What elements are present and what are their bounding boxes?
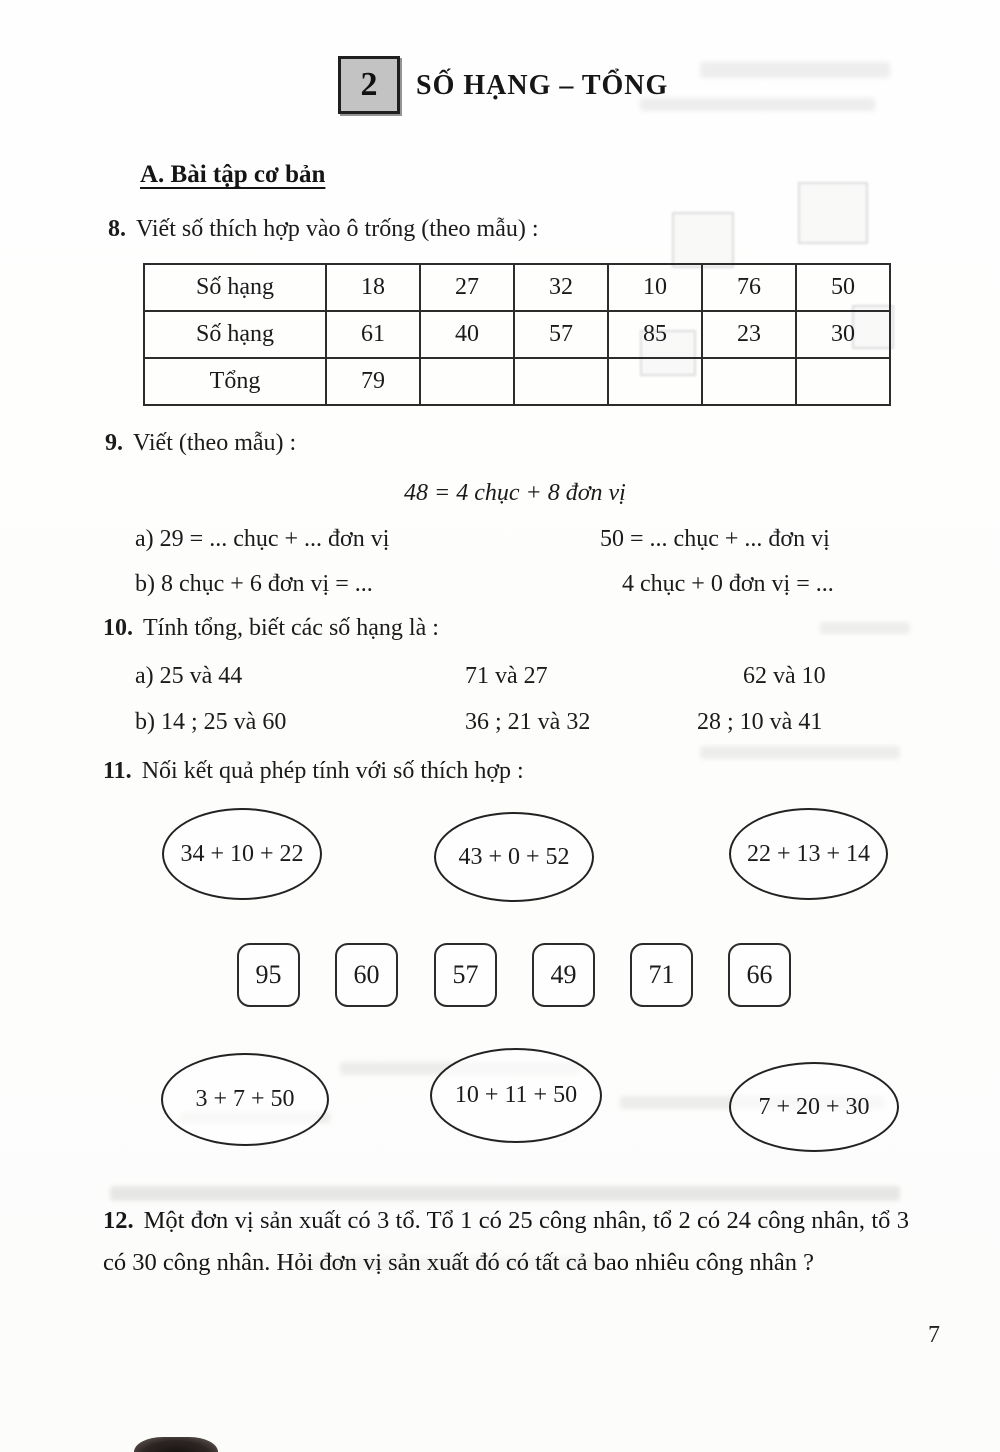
item-label: a) [135, 663, 154, 689]
table-cell-empty [702, 358, 796, 405]
table-row [144, 358, 890, 405]
table-cell-empty [796, 358, 890, 405]
prompt-text: Viết (theo mẫu) : [133, 430, 297, 456]
table-cell: 23 [702, 311, 796, 358]
worked-example: 48 = 4 chục + 8 đơn vị [404, 480, 626, 506]
item-text: 14 ; 25 và 60 [161, 709, 287, 735]
expression-oval: 7 + 20 + 30 [729, 1062, 899, 1152]
result-box: 49 [532, 943, 595, 1007]
expression-oval: 3 + 7 + 50 [161, 1053, 329, 1146]
result-box: 57 [434, 943, 497, 1007]
table-cell: 18 [326, 264, 420, 311]
ex10-row-b-item-1 [135, 709, 286, 736]
table-row [144, 264, 890, 311]
prompt-text: Nối kết quả phép tính với số thích hợp : [141, 758, 524, 784]
bleed-through-artifact [798, 182, 868, 244]
section-title: A. Bài tập cơ bản [140, 161, 326, 188]
expression-oval: 34 + 10 + 22 [162, 808, 322, 900]
bleed-through-artifact [700, 746, 900, 759]
table-cell-empty [420, 358, 514, 405]
expression-oval: 22 + 13 + 14 [729, 808, 888, 900]
result-box: 60 [335, 943, 398, 1007]
table-cell-empty [608, 358, 702, 405]
table-cell: 61 [326, 311, 420, 358]
exercise-number: 9. [105, 430, 123, 456]
exercise-number: 10. [103, 615, 133, 641]
ex9-row-a-left [135, 526, 389, 553]
bleed-through-artifact [700, 62, 890, 78]
table-cell: 57 [514, 311, 608, 358]
addition-table [143, 263, 891, 406]
bleed-through-artifact [640, 98, 875, 111]
prompt-text: Tính tổng, biết các số hạng là : [143, 615, 439, 641]
table-cell: 10 [608, 264, 702, 311]
table-cell: 27 [420, 264, 514, 311]
item-text: 29 = ... chục + ... đơn vị [159, 526, 390, 552]
table-cell: 50 [796, 264, 890, 311]
item-label: b) [135, 709, 155, 735]
exercise-8-prompt [108, 216, 539, 243]
table-cell: 79 [326, 358, 420, 405]
result-box: 66 [728, 943, 791, 1007]
bleed-through-artifact [110, 1186, 900, 1201]
ex10-row-a-item-2: 71 và 27 [465, 663, 548, 689]
row-label: Số hạng [144, 311, 326, 358]
table-cell: 40 [420, 311, 514, 358]
result-box: 95 [237, 943, 300, 1007]
ex9-row-a-right: 50 = ... chục + ... đơn vị [600, 526, 830, 552]
table-cell-empty [514, 358, 608, 405]
result-box: 71 [630, 943, 693, 1007]
ex10-row-b-item-3: 28 ; 10 và 41 [697, 709, 823, 735]
item-text: 25 và 44 [159, 663, 243, 689]
ex10-row-b-item-2: 36 ; 21 và 32 [465, 709, 591, 735]
ex10-row-a-item-1 [135, 663, 242, 690]
exercise-number: 12. [103, 1207, 134, 1234]
exercise-9-prompt [105, 430, 296, 457]
exercise-12-prompt [103, 1200, 909, 1284]
item-label: a) [135, 526, 154, 552]
table-cell: 76 [702, 264, 796, 311]
scan-corner-mark [134, 1437, 218, 1452]
lesson-title: SỐ HẠNG – TỔNG [416, 70, 669, 101]
ex9-row-b-right: 4 chục + 0 đơn vị = ... [622, 571, 834, 597]
table-cell: 85 [608, 311, 702, 358]
prompt-text: Một đơn vị sản xuất có 3 tổ. Tổ 1 có 25 công nhân, tổ 2 có 24 công nhân, tổ 3 có 30 công nhân. Hỏi đơn vị sản xuất đó có tất cả bao nhiêu công nhân ? [103, 1207, 909, 1276]
lesson-number: 2 [360, 66, 378, 103]
row-label: Tổng [144, 358, 326, 405]
ex9-row-b-left [135, 571, 373, 598]
bleed-through-artifact [672, 212, 734, 268]
exercise-number: 8. [108, 216, 126, 242]
lesson-number-box [338, 56, 400, 114]
row-label: Số hạng [144, 264, 326, 311]
table-row [144, 311, 890, 358]
table-cell: 32 [514, 264, 608, 311]
exercise-11-prompt [103, 758, 524, 785]
item-label: b) [135, 571, 155, 597]
prompt-text: Viết số thích hợp vào ô trống (theo mẫu) : [136, 216, 539, 242]
expression-oval: 43 + 0 + 52 [434, 812, 594, 902]
bleed-through-artifact [820, 622, 910, 634]
exercise-10-prompt [103, 615, 439, 642]
exercise-number: 11. [103, 758, 132, 784]
ex10-row-a-item-3: 62 và 10 [743, 663, 826, 689]
page-number: 7 [928, 1322, 940, 1348]
item-text: 8 chục + 6 đơn vị = ... [161, 571, 373, 597]
table-cell: 30 [796, 311, 890, 358]
expression-oval: 10 + 11 + 50 [430, 1048, 602, 1143]
